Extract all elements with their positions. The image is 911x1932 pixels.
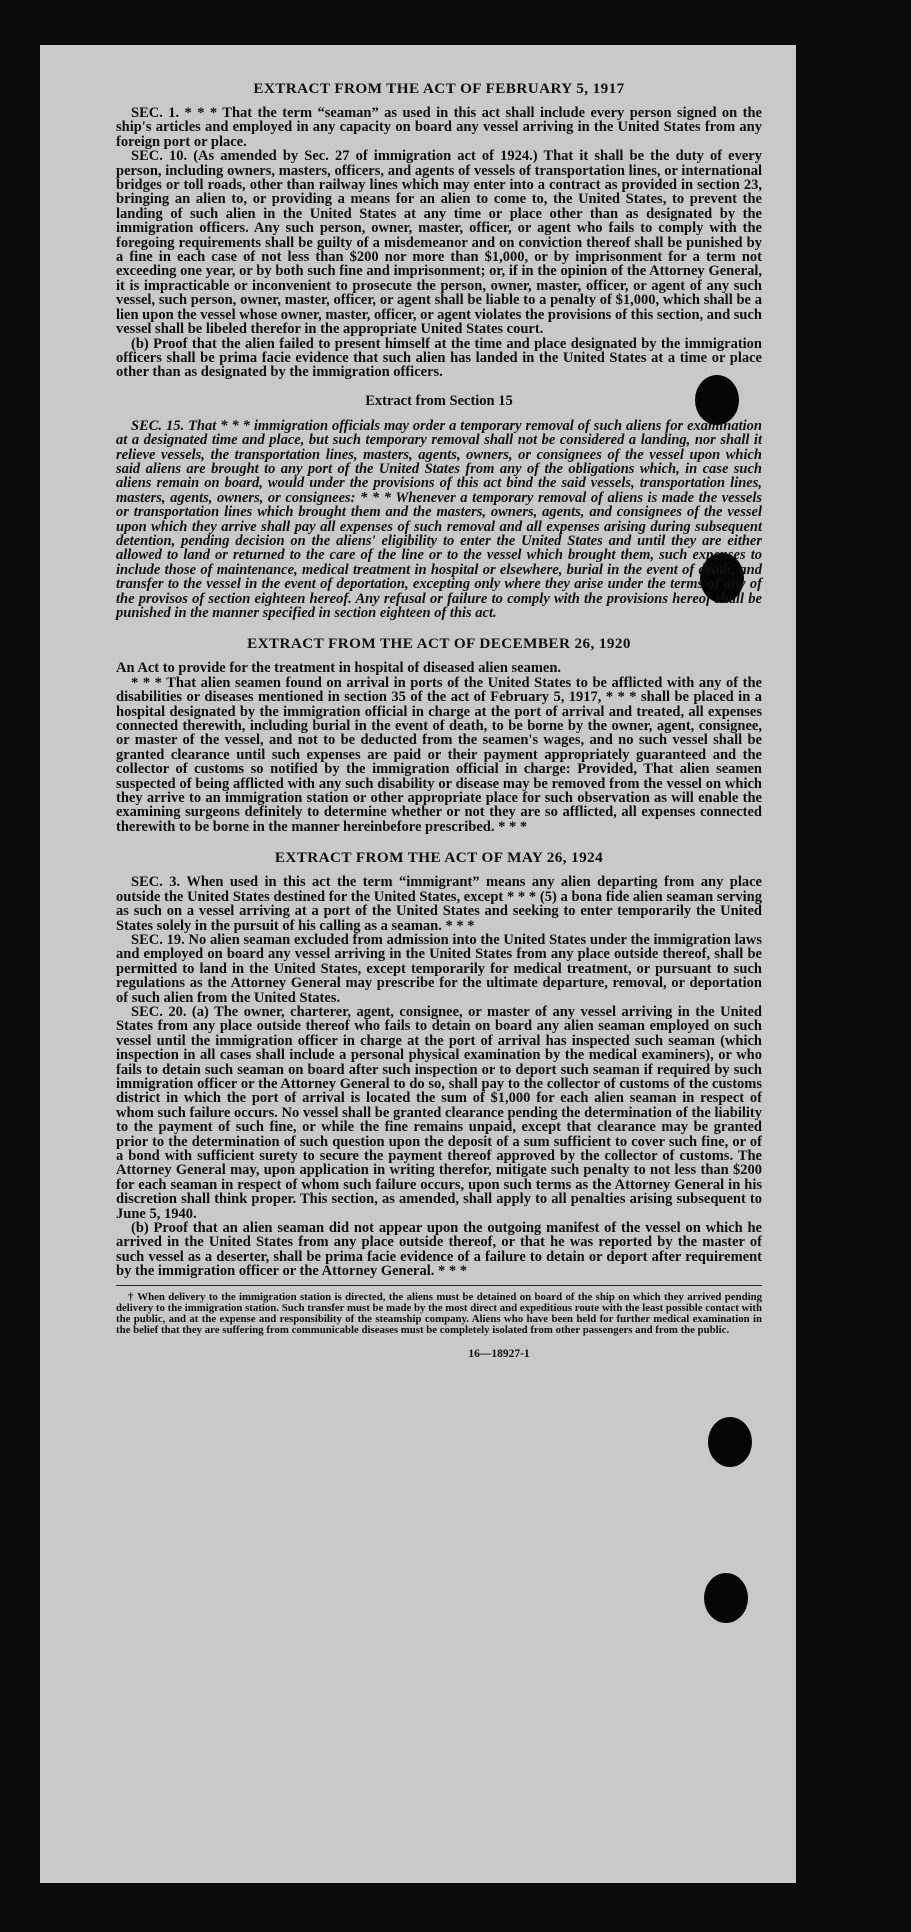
document-body bbox=[116, 79, 762, 1360]
sec-20-paragraph: SEC. 20. (a) The owner, charterer, agent, consignee, or master of any vessel arriving in the United States from any place outside thereof who fails to detain on board any alien seaman employed on such vessel until the immigration officer in charge at the port of arrival has inspected such seaman (which inspection in all cases shall include a personal physical examination by the medical examiners), or who fails to detain such seaman on board after such inspection or to deport such seaman if required by such immigration officer or the Attorney General to do so, shall pay to the collector of customs of the customs district in which the port of arrival is located the sum of $1,000 for each alien seaman in respect of whom such failure occurs. No vessel shall be granted clearance pending the determination of the liability to the payment of such fine, or while the fine remains unpaid, except that clearance may be granted prior to the determination of such question upon the deposit of a sum sufficient to cover such fine, or of a bond with sufficient surety to secure the payment thereof approved by the collector of customs. The Attorney General may, upon application in writing therefor, mitigate such penalty to not less than $200 for each seaman in respect of whom such failure occurs, upon such terms as the Attorney General in his discretion shall think proper. This section, as amended, shall apply to all penalties arising subsequent to June 5, 1940. bbox=[116, 1003, 762, 1222]
heading-section-15: Extract from Section 15 bbox=[365, 392, 513, 409]
sec-10-paragraph: SEC. 10. (As amended by Sec. 27 of immigration act of 1924.) That it shall be the duty of every person, including owners, masters, officers, and agents of vessels of transportation lines, or international bridges or toll roads, other than railway lines which may enter into a contract as provided in section 23, bringing an alien to, or providing a means for an alien to come to, the United States, to prevent the landing of such alien in the United States at any time or place other than as designated by the immigration officers. Any such person, owner, master, officer, or agent who fails to comply with the foregoing requirements shall be guilty of a misdemeanor and on conviction thereof shall be punished by a fine in each case of not less than $200 nor more than $1,000, or by imprisonment for a term not exceeding one year, or by both such fine and imprisonment; or, if in the opinion of the Attorney General, it is impracticable or inconvenient to prosecute the person, owner, master, officer, or agent of any such vessel, such person, owner, master, officer, or agent shall be liable to a penalty of $1,000, which shall be a lien upon the vessel whose owner, master, officer, or agent violates the provisions of this section, and such vessel shall be libeled therefor in the appropriate United States court. bbox=[116, 148, 762, 338]
sec-20-b-paragraph: (b) Proof that an alien seaman did not appear upon the outgoing manifest of the vessel on which he arrived in the United States from any place outside thereof, or that he was reported by the master of such vessel as a deserter, shall be prima facie evidence of a failure to detain or deport after requirement by the immigration officer or the Attorney General. * * * bbox=[116, 1220, 762, 1280]
act-1920-intro: An Act to provide for the treatment in hospital of diseased alien seamen. bbox=[116, 660, 562, 677]
sec-19-paragraph: SEC. 19. No alien seaman excluded from admission into the United States under the immigration laws and employed on board any vessel arriving in the United States from any place outside thereof, shall be permitted to land in the United States, except temporarily for medical treatment, or pursuant to such regulations as the Attorney General may prescribe for the ultimate departure, removal, or deportation of such alien from the United States. bbox=[116, 931, 762, 1006]
sec-1-paragraph: SEC. 1. * * * That the term “seaman” as used in this act shall include every person signed on the ship's articles and employed in any capacity on board any vessel arriving in the United States from any foreign port or place. bbox=[116, 105, 762, 150]
punch-hole-4 bbox=[704, 1573, 748, 1623]
heading-act-1924: EXTRACT FROM THE ACT OF MAY 26, 1924 bbox=[274, 849, 604, 867]
heading-act-1920: EXTRACT FROM THE ACT OF DECEMBER 26, 1920 bbox=[247, 635, 631, 653]
heading-act-1917: EXTRACT FROM THE ACT OF FEBRUARY 5, 1917 bbox=[253, 80, 625, 97]
sec-10-b-paragraph: (b) Proof that the alien failed to present himself at the time and place designated by the immigration officers shall be prima facie evidence that such alien has landed in the United States at a time or place other than as designated by the immigration officers. bbox=[116, 335, 762, 381]
sec-15-paragraph: SEC. 15. That * * * immigration officials may order a temporary removal of such aliens for examination at a designated time and place, but such temporary removal shall not be considered a landing, nor shall it relieve vessels, the transportation lines, masters, agents, owners, or consignees of the vessel upon which said aliens are brought to any port of the United States from any of the obligations which, in case such aliens remain on board, would under the provisions of this act bind the said vessels, transportation lines, masters, agents, owners, or consignees: * * * Whenever a temporary removal of aliens is made the vessels or transportation lines which brought them and the masters, owners, agents, and consignees of the vessel upon which they arrive shall pay all expenses of such removal and all expenses arising during subsequent detention, pending decision on the aliens' eligibility to enter the United States and until they are either allowed to land or returned to the care of the line or to the vessel which brought them, such expenses to include those of maintenance, medical treatment in hospital or elsewhere, burial in the event of death, and transfer to the vessel in the event of deportation, excepting only where they arise under the terms of any of the provisos of section eighteen hereof. Any refusal or failure to comply with the provisions hereof shall be punished in the manner specified in section eighteen of this act. bbox=[116, 417, 762, 621]
act-1920-paragraph: * * * That alien seamen found on arrival in ports of the United States to be afflicted with any of the disabilities or diseases mentioned in section 35 of the act of February 5, 1917, * * * shall be placed in a hospital designated by the immigration official in charge at the port of arrival and treated, all expenses connected therewith, including burial in the event of death, to be borne by the owner, agent, consignee, or master of the vessel, and not to be deducted from the seamen's wages, and no such vessel shall be granted clearance until such expenses are paid or their payment appropriately guaranteed and the collector of customs so notified by the immigration official in charge: Provided, That alien seamen suspected of being afflicted with any such disability or disease may be removed from the vessel on which they arrive to an immigration station or other appropriate place for such observation as will enable the examining surgeons definitely to determine whether or not they are so afflicted, all expenses connected therewith to be borne in the manner hereinbefore prescribed. * * * bbox=[116, 674, 762, 835]
document-page bbox=[40, 45, 796, 1883]
punch-hole-3 bbox=[708, 1417, 752, 1467]
footnote: † When delivery to the immigration station is directed, the aliens must be detained on board of the ship on which they arrived pending delivery to the immigration station. Such transfer must be made by the most direct and expeditious route with the least possible contact with the public, and at the expense and responsibility of the steamship company. Aliens who have been held for further medical examination in the belief that they are suffering from communicable diseases must be completely isolated from other passengers and from the public. bbox=[116, 1290, 762, 1336]
sec-3-paragraph: SEC. 3. When used in this act the term “immigrant” means any alien departing from any place outside the United States destined for the United States, except * * * (5) a bona fide alien seaman serving as such on a vessel arriving at a port of the United States and seeking to enter temporarily the United States solely in the pursuit of his calling as a seaman. * * * bbox=[116, 874, 762, 934]
form-number: 16—18927-1 bbox=[468, 1347, 530, 1360]
